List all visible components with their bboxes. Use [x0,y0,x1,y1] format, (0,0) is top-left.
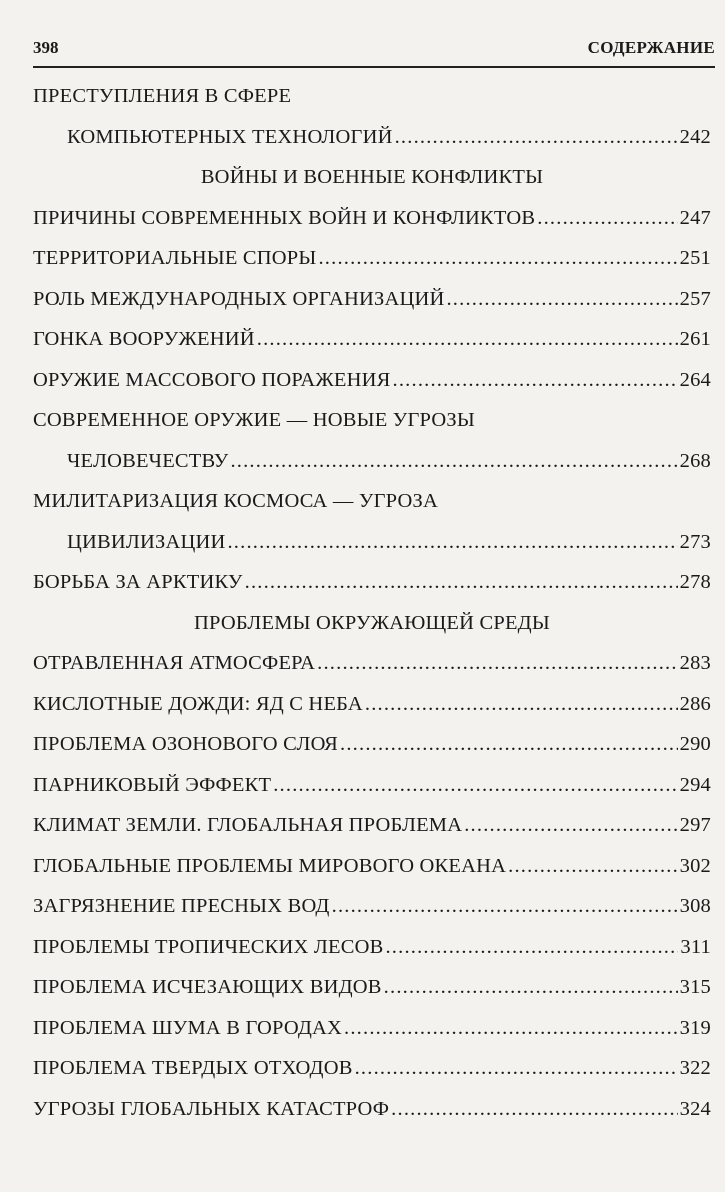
toc-entry-title: ГОНКА ВООРУЖЕНИЙ [33,328,255,350]
toc-entry-title: КЛИМАТ ЗЕМЛИ. ГЛОБАЛЬНАЯ ПРОБЛЕМА [33,814,463,836]
toc-section-heading: ВОЙНЫ И ВОЕННЫЕ КОНФЛИКТЫ [200,166,544,188]
toc-section-heading: ПРОБЛЕМЫ ОКРУЖАЮЩЕЙ СРЕДЫ [194,611,550,634]
toc-entry-title: ПРОБЛЕМА ОЗОНОВОГО СЛОЯ [33,733,339,755]
page-number: 398 [33,38,59,57]
toc-entry[interactable] [33,400,711,441]
page-header [33,38,715,66]
toc-entry-title: ТЕРРИТОРИАЛЬНЫЕ СПОРЫ [33,247,317,269]
toc-leader-dots [340,724,678,765]
toc-entry[interactable] [33,481,711,522]
toc-entry-page-number: 242 [679,125,711,148]
toc-leader-dots [365,684,678,725]
toc-entry-page-number: 278 [679,571,711,593]
table-of-contents [33,76,711,1129]
running-title: СОДЕРЖАНИЕ [587,38,715,57]
toc-leader-dots [273,765,677,806]
toc-entry-page-number: 257 [679,287,711,310]
toc-entry[interactable] [33,1008,711,1049]
toc-entry-title: ПРОБЛЕМА ИСЧЕЗАЮЩИХ ВИДОВ [33,976,382,998]
toc-entry[interactable] [33,238,711,279]
toc-entry-page-number: 290 [679,733,711,755]
toc-leader-dots [317,643,677,684]
toc-entry-title: БОРЬБА ЗА АРКТИКУ [33,571,243,593]
toc-entry[interactable] [33,441,711,482]
toc-entry-title: ОРУЖИЕ МАССОВОГО ПОРАЖЕНИЯ [33,368,391,391]
toc-entry-page-number: 286 [679,692,711,715]
toc-entry-page-number: 268 [679,449,711,472]
toc-entry-page-number: 273 [679,530,711,553]
toc-leader-dots [508,846,677,887]
toc-entry-title: КИСЛОТНЫЕ ДОЖДИ: ЯД С НЕБА [33,692,363,715]
toc-entry[interactable] [33,522,711,563]
toc-leader-dots [245,562,678,603]
toc-entry[interactable] [33,643,711,684]
toc-entry-title: СОВРЕМЕННОЕ ОРУЖИЕ — НОВЫЕ УГРОЗЫ [33,409,475,431]
toc-leader-dots [318,238,677,279]
toc-entry-title: ПРИЧИНЫ СОВРЕМЕННЫХ ВОЙН И КОНФЛИКТОВ [33,206,536,229]
toc-entry-page-number: 294 [679,773,711,796]
toc-leader-dots [391,1089,677,1130]
toc-entry[interactable] [33,886,711,927]
toc-leader-dots [446,279,677,320]
toc-entry-page-number: 251 [679,247,711,269]
toc-leader-dots [537,198,677,239]
toc-entry-page-number: 308 [679,895,711,917]
toc-leader-dots [230,441,677,482]
toc-entry-title: ЧЕЛОВЕЧЕСТВУ [67,449,229,472]
toc-entry-title: ПРЕСТУПЛЕНИЯ В СФЕРЕ [33,85,292,107]
toc-entry-page-number: 283 [679,652,711,674]
toc-entry[interactable] [33,1089,711,1130]
toc-leader-dots [393,360,678,401]
toc-entry-page-number: 261 [679,328,711,350]
toc-entry[interactable] [33,967,711,1008]
toc-entry-page-number: 322 [679,1057,711,1079]
toc-leader-dots [257,319,678,360]
header-rule [33,66,715,68]
toc-entry[interactable] [33,360,711,401]
toc-leader-dots [332,886,678,927]
toc-entry[interactable] [33,765,711,806]
toc-leader-dots [344,1008,678,1049]
toc-entry[interactable] [33,684,711,725]
toc-entry[interactable] [33,724,711,765]
toc-entry[interactable] [33,1048,711,1089]
toc-leader-dots [384,967,678,1008]
toc-entry[interactable] [33,279,711,320]
toc-entry[interactable] [33,562,711,603]
toc-entry-page-number: 247 [679,206,711,229]
toc-entry-title: КОМПЬЮТЕРНЫХ ТЕХНОЛОГИЙ [67,125,393,148]
toc-entry-title: ПРОБЛЕМА ШУМА В ГОРОДАХ [33,1016,343,1039]
toc-leader-dots [395,117,678,158]
toc-entry-title: УГРОЗЫ ГЛОБАЛЬНЫХ КАТАСТРОФ [33,1097,390,1120]
toc-entry[interactable] [33,117,711,158]
toc-entry-page-number: 324 [679,1097,711,1120]
toc-entry-title: ПРОБЛЕМА ТВЕРДЫХ ОТХОДОВ [33,1057,353,1079]
toc-entry-page-number: 302 [679,854,711,877]
toc-entry-title: ПАРНИКОВЫЙ ЭФФЕКТ [33,773,272,796]
toc-entry[interactable] [33,927,711,968]
toc-leader-dots [385,927,678,968]
toc-entry-title: МИЛИТАРИЗАЦИЯ КОСМОСА — УГРОЗА [33,490,439,512]
toc-entry-title: ПРОБЛЕМЫ ТРОПИЧЕСКИХ ЛЕСОВ [33,935,384,958]
toc-entry[interactable] [33,319,711,360]
toc-leader-dots [355,1048,678,1089]
toc-entry-page-number: 319 [679,1016,711,1039]
toc-entry-title: РОЛЬ МЕЖДУНАРОДНЫХ ОРГАНИЗАЦИЙ [33,287,445,310]
toc-entry-title: ЦИВИЛИЗАЦИИ [67,530,226,553]
toc-leader-dots [227,522,677,563]
toc-entry[interactable] [33,846,711,887]
toc-entry[interactable] [33,805,711,846]
toc-entry-title: ГЛОБАЛЬНЫЕ ПРОБЛЕМЫ МИРОВОГО ОКЕАНА [33,854,507,877]
toc-entry-page-number: 311 [680,935,711,958]
toc-entry-page-number: 297 [679,814,711,836]
toc-entry[interactable] [33,198,711,239]
toc-entry[interactable] [33,76,711,117]
toc-entry-page-number: 315 [679,976,711,998]
toc-entry-title: ЗАГРЯЗНЕНИЕ ПРЕСНЫХ ВОД [33,895,330,917]
toc-leader-dots [464,805,677,846]
toc-entry-page-number: 264 [679,368,711,391]
toc-entry-title: ОТРАВЛЕННАЯ АТМОСФЕРА [33,652,316,674]
